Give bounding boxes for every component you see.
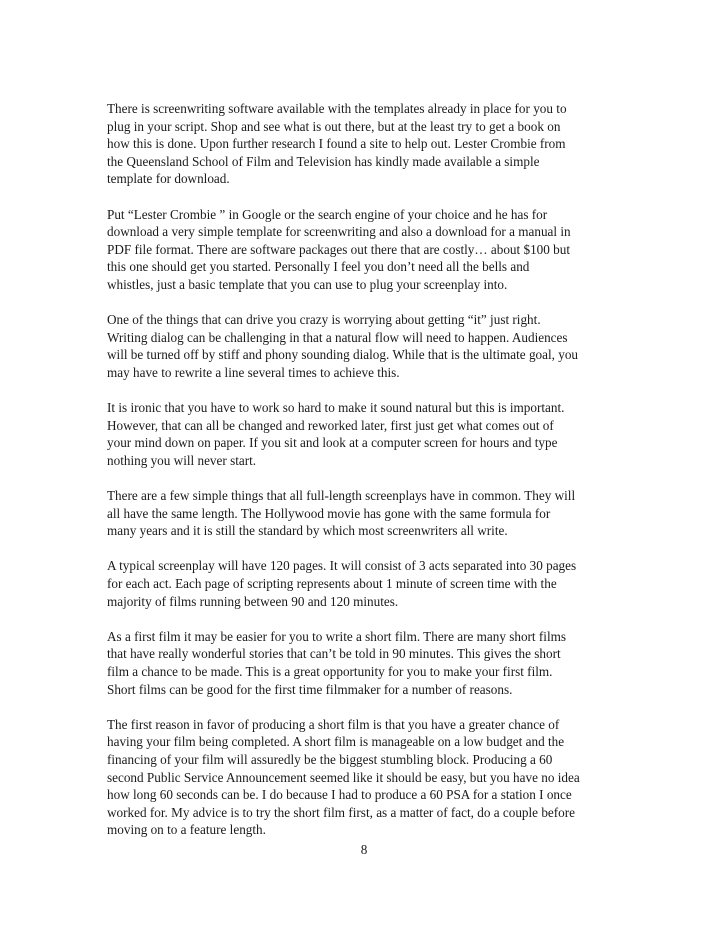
paragraph	[107, 487, 637, 540]
text-line: download a very simple template for screenwriting and also a download for a manual in	[107, 224, 571, 240]
paragraph	[107, 716, 637, 839]
text-line: A typical screenplay will have 120 pages. It will consist of 3 acts separated into 30 pages	[107, 558, 577, 574]
text-line: Writing dialog can be challenging in that a natural flow will need to happen. Audiences	[107, 329, 568, 345]
paragraph	[107, 399, 637, 469]
text-line: There are a few simple things that all full-length screenplays have in common. They will	[107, 488, 576, 504]
paragraph	[107, 100, 637, 188]
paragraph	[107, 628, 637, 698]
text-line: film a chance to be made. This is a great opportunity for you to make your first film.	[107, 664, 553, 679]
text-line: moving on to a feature length.	[107, 822, 266, 838]
text-line: The first reason in favor of producing a short film is that you have a greater chance of	[107, 716, 560, 732]
text-line: financing of your film will assuredly be the biggest stumbling block. Producing a 60	[107, 751, 553, 767]
text-line: PDF file format. There are software packages out there that are costly… about $100 but	[107, 241, 570, 257]
text-line: all have the same length. The Hollywood movie has gone with the same formula for	[107, 505, 551, 521]
text-line: majority of films running between 90 and 120 minutes.	[107, 593, 399, 609]
text-line: this one should get you started. Personally I feel you don’t need all the bells and	[107, 259, 530, 275]
text-line: your mind down on paper. If you sit and look at a computer screen for hours and type	[107, 435, 558, 451]
text-line: having your film being completed. A short film is manageable on a low budget and the	[107, 734, 565, 750]
paragraph	[107, 311, 637, 381]
text-line: However, that can all be changed and reworked later, first just get what comes out of	[107, 417, 554, 433]
text-line: worked for. My advice is to try the short film first, as a matter of fact, do a couple before	[107, 804, 576, 820]
paragraph	[107, 557, 637, 610]
paragraph	[107, 206, 637, 294]
text-line: the Queensland School of Film and Television has kindly made available a simple	[107, 153, 540, 169]
page-number: 8	[360, 842, 368, 857]
text-line: There is screenwriting software available with the templates already in place for you to	[107, 101, 567, 116]
text-line: for each act. Each page of scripting represents about 1 minute of screen time with the	[107, 576, 557, 592]
text-line: Short films can be good for the first time filmmaker for a number of reasons.	[107, 681, 513, 697]
text-line: One of the things that can drive you crazy is worrying about getting “it” just right.	[107, 312, 541, 328]
text-line: whistles, just a basic template that you can use to plug your screenplay into.	[107, 276, 508, 292]
text-line: nothing you will never start.	[107, 452, 257, 468]
text-line: that have really wonderful stories that can’t be told in 90 minutes. This gives the short	[107, 646, 561, 662]
text-line: may have to rewrite a line several times to achieve this.	[107, 364, 400, 380]
text-line: It is ironic that you have to work so hard to make it sound natural but this is important.	[107, 400, 565, 416]
text-line: template for download.	[107, 171, 230, 187]
text-line: Put “Lester Crombie ” in Google or the search engine of your choice and he has for	[107, 206, 548, 222]
text-line: how this is done. Upon further research I found a site to help out. Lester Crombie from	[107, 136, 566, 152]
text-line: many years and it is still the standard by which most screenwriters all write.	[107, 523, 508, 539]
text-line: how long 60 seconds can be. I do because I had to produce a 60 PSA for a station I once	[107, 787, 572, 803]
text-line: As a first film it may be easier for you to write a short film. There are many short films	[107, 628, 566, 644]
text-line: plug in your script. Shop and see what is out there, but at the least try to get a book on	[107, 118, 561, 134]
body-text	[107, 100, 637, 857]
text-line: will be turned off by stiff and phony sounding dialog. While that is the ultimate goal, you	[107, 347, 579, 363]
text-line: second Public Service Announcement seemed like it should be easy, but you have no idea	[107, 769, 580, 785]
